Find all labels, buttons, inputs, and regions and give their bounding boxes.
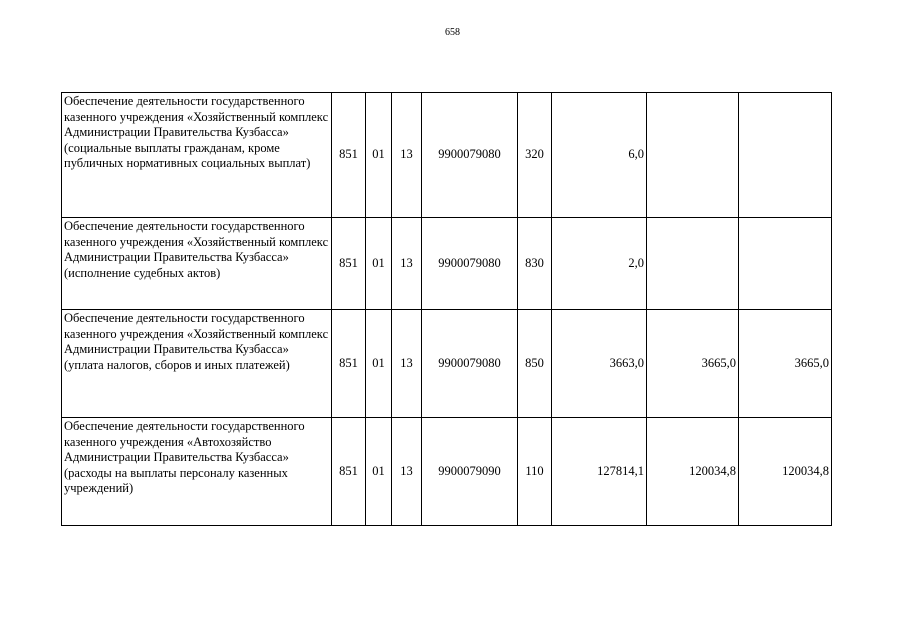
subsection-code-cell: 13 — [392, 310, 422, 418]
expense-type-cell: 850 — [518, 310, 552, 418]
section-code-cell: 01 — [366, 218, 392, 310]
target-article-cell: 9900079080 — [422, 218, 518, 310]
ministry-code-cell: 851 — [332, 310, 366, 418]
amount-2-cell: 120034,8 — [647, 418, 739, 526]
budget-table — [61, 92, 832, 526]
ministry-code-cell: 851 — [332, 418, 366, 526]
table-row — [62, 310, 832, 418]
amount-2-cell — [647, 218, 739, 310]
section-code-cell: 01 — [366, 418, 392, 526]
amount-2-cell — [647, 93, 739, 218]
amount-1-cell: 3663,0 — [552, 310, 647, 418]
amount-3-cell: 120034,8 — [739, 418, 832, 526]
table-row — [62, 93, 832, 218]
amount-1-cell: 6,0 — [552, 93, 647, 218]
table-row — [62, 218, 832, 310]
subsection-code-cell: 13 — [392, 93, 422, 218]
target-article-cell: 9900079080 — [422, 93, 518, 218]
ministry-code-cell: 851 — [332, 93, 366, 218]
expense-type-cell: 110 — [518, 418, 552, 526]
row-name-cell: Обеспечение деятельности государственного казенного учреждения «Хозяйственный комплекс Администрации Правительства Кузбасса» (уплата налогов, сборов и иных платежей) — [62, 310, 332, 418]
amount-1-cell: 2,0 — [552, 218, 647, 310]
amount-3-cell: 3665,0 — [739, 310, 832, 418]
section-code-cell: 01 — [366, 310, 392, 418]
amount-3-cell — [739, 218, 832, 310]
expense-type-cell: 320 — [518, 93, 552, 218]
ministry-code-cell: 851 — [332, 218, 366, 310]
subsection-code-cell: 13 — [392, 418, 422, 526]
amount-2-cell: 3665,0 — [647, 310, 739, 418]
target-article-cell: 9900079090 — [422, 418, 518, 526]
amount-1-cell: 127814,1 — [552, 418, 647, 526]
row-name-cell: Обеспечение деятельности государственного казенного учреждения «Хозяйственный комплекс Администрации Правительства Кузбасса» (исполнение судебных актов) — [62, 218, 332, 310]
row-name-cell: Обеспечение деятельности государственного казенного учреждения «Хозяйственный комплекс Администрации Правительства Кузбасса» (социальные выплаты гражданам, кроме публичных нормативных социальных выплат) — [62, 93, 332, 218]
page-number: 658 — [445, 27, 460, 38]
row-name-cell: Обеспечение деятельности государственного казенного учреждения «Автохозяйство Администрации Правительства Кузбасса» (расходы на выплаты персоналу казенных учреждений) — [62, 418, 332, 526]
target-article-cell: 9900079080 — [422, 310, 518, 418]
amount-3-cell — [739, 93, 832, 218]
expense-type-cell: 830 — [518, 218, 552, 310]
section-code-cell: 01 — [366, 93, 392, 218]
subsection-code-cell: 13 — [392, 218, 422, 310]
table-row — [62, 418, 832, 526]
